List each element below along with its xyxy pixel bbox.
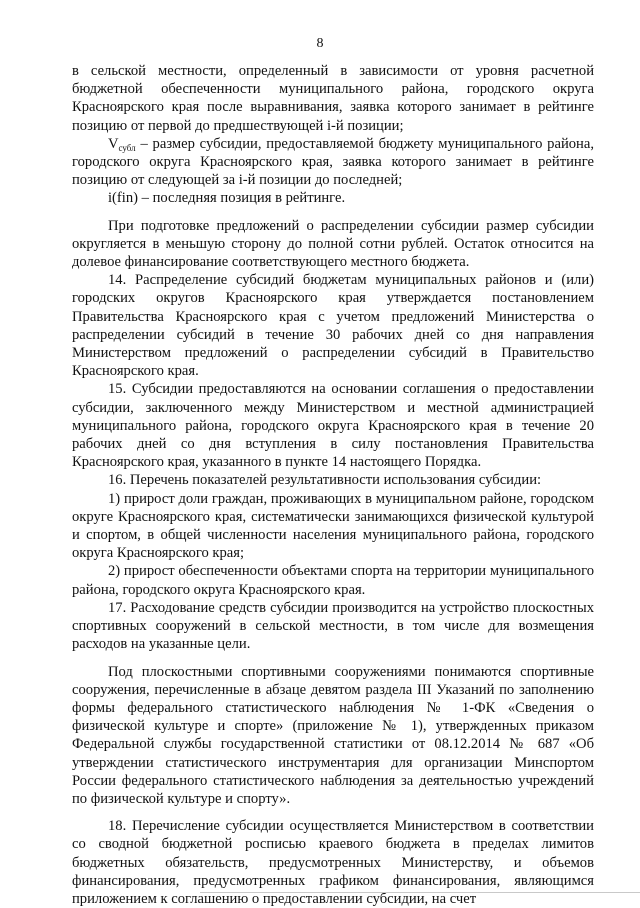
paragraph-flat-facilities: Под плоскостными спортивными сооружениями понимаются спортивные сооружения, перечисленные в абзаце девятом раздела III Указаний по заполнению формы федерального статистического наблюдения № 1-ФК «Сведения о физической культуре и спорте» (приложение № 1), утвержденных приказом Федеральной службы государственной статистики от 08.12.2014 № 687 «Об утверждении статистического инструментария для организации Минспортом России федерального статистического наблюдения за деятельностью учреждений по физической культуре и спорту». xyxy=(72,663,594,807)
paragraph-14: 14. Распределение субсидий бюджетам муниципальных районов и (или) городских округов Красноярского края утверждается постановлением Правительства Красноярского края с учетом предложений Министерства о распределении субсидий в течение 30 рабочих дней со дня направления Министерством предложений о распределении субсидий в Правительство Красноярского края. xyxy=(72,272,594,380)
paragraph-continuation: в сельской местности, определенный в зависимости от уровня расчетной бюджетной обеспеченности муниципального района, городского округа Красноярского края после выравнивания, заявка которого занимает в рейтинге позицию от первой до предшествующей i-й позиции; xyxy=(72,63,594,134)
paragraph-16-item-2: 2) прирост обеспеченности объектами спорта на территории муниципального района, городского округа Красноярского края. xyxy=(72,563,594,598)
formula-symbol-v xyxy=(108,136,136,152)
page-number: 8 xyxy=(316,36,324,51)
paragraph-gap xyxy=(72,654,594,663)
bottom-edge-rule xyxy=(200,892,640,893)
document-body xyxy=(72,62,594,908)
paragraph-v-definition-text: – размер субсидии, предоставляемой бюджету муниципального района, городского округа Красноярского края, заявка которого занимает в рейтинге позицию от следующей за i-й позиции до последней; xyxy=(72,135,594,189)
formula-symbol-base: V xyxy=(108,135,119,152)
paragraph-v-definition xyxy=(72,135,594,190)
paragraph-16-item-1: 1) прирост доли граждан, проживающих в муниципальном районе, городском округе Красноярского края, систематически занимающихся физической культурой и спортом, в общей численности населения муниципального района, городского округа Красноярского края; xyxy=(72,490,594,562)
paragraph-17: 17. Расходование средств субсидии производится на устройство плоскостных спортивных сооружений в сельской местности, в том числе для возмещения расходов на указанные цели. xyxy=(72,599,594,653)
paragraph-18: 18. Перечисление субсидии осуществляется Министерством в соответствии со сводной бюджетной росписью краевого бюджета в пределах лимитов бюджетных обязательств, предусмотренных Министерству, и объемов финансирования, предусмотренных графиком финансирования, являющимся приложением к соглашению о предоставлении субсидии, на счет xyxy=(72,818,594,907)
paragraph-rounding: При подготовке предложений о распределении субсидии размер субсидии округляется в меньшую сторону до полной сотни рублей. Остаток относится на долевое финансирование соответствующего местного бюджета. xyxy=(72,217,594,271)
paragraph-gap xyxy=(72,208,594,217)
paragraph-15: 15. Субсидии предоставляются на основании соглашения о предоставлении субсидии, заключенного между Министерством и местной администрацией муниципального района, городского округа Красноярского края в течение 20 рабочих дней со дня вступления в силу постановления Правительства Красноярского края, указанного в пункте 14 настоящего Порядка. xyxy=(72,381,594,471)
formula-symbol-subscript: субл xyxy=(118,142,136,153)
paragraph-gap xyxy=(72,808,594,817)
paragraph-ifin: i(fin) – последняя позиция в рейтинге. xyxy=(108,190,346,207)
paragraph-16: 16. Перечень показателей результативности использования субсидии: xyxy=(108,472,542,489)
